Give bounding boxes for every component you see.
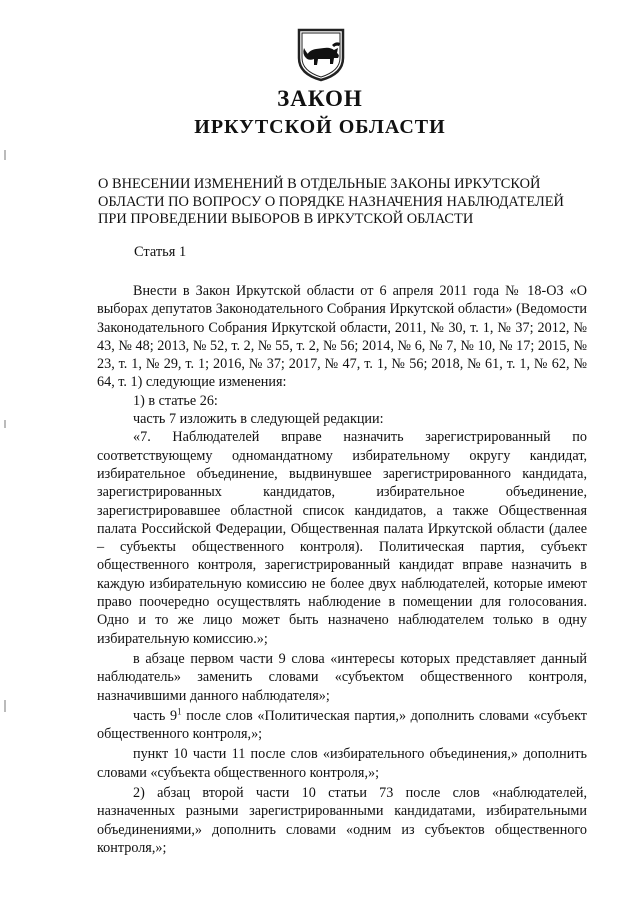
paragraph-part-9: в абзаце первом части 9 слова «интересы которых представляет данный наблюдатель» заменить словами «субъектом общественного контроля, назначившими данного наблюдателя»;	[97, 650, 587, 704]
heading-line: О ВНЕСЕНИИ ИЗМЕНЕНИЙ В ОТДЕЛЬНЫЕ ЗАКОНЫ ИРКУТСКОЙ	[98, 176, 541, 192]
law-body	[97, 282, 587, 857]
part-text: после слов «Политическая партия,» дополнить словами «субъект общественного контроля,»;	[97, 707, 588, 743]
heading-line: ПРИ ПРОВЕДЕНИИ ВЫБОРОВ В ИРКУТСКОЙ ОБЛАСТИ	[98, 211, 474, 227]
paragraph-part-11: пункт 10 части 11 после слов «избирательного объединения,» дополнить словами «субъекта общественного контроля,»;	[97, 746, 587, 781]
paragraph-article-73: 2) абзац второй части 10 статьи 73 после слов «наблюдателей, назначенных разными зарегистрированными кандидатами, избирательными объединениями,» дополнить словами «одним из субъектов общественного контроля,»;	[97, 785, 587, 856]
paragraph-article-26: 1) в статье 26:	[133, 392, 218, 409]
irkutsk-coat-of-arms-icon	[296, 28, 346, 82]
law-heading	[98, 176, 584, 229]
paragraph-part-9-1	[97, 707, 587, 744]
superscript: 1	[177, 706, 182, 717]
part-label: часть 9	[133, 707, 178, 724]
article-number: Статья 1	[134, 244, 187, 260]
law-title: ЗАКОН	[277, 86, 363, 111]
law-region: ИРКУТСКОЙ ОБЛАСТИ	[194, 116, 446, 138]
paragraph-part-7: часть 7 изложить в следующей редакции:	[133, 411, 384, 428]
heading-line: ОБЛАСТИ ПО ВОПРОСУ О ПОРЯДКЕ НАЗНАЧЕНИЯ НАБЛЮДАТЕЛЕЙ	[98, 193, 564, 210]
paragraph-part-7-text: «7. Наблюдателей вправе назначить зарегистрированный по соответствующему одномандатному избирательному округу кандидат, избирательное объединение, выдвинувшее зарегистрированного кандидата, зарегистрированных кандидатов, избирательное объединение, зарегистрировавшее областной список кандидатов, а также Общественная палата Российской Федерации, Общественная палата Иркутской области (далее – субъекты общественного контроля). Политическая партия, субъект общественного контроля, зарегистрированный кандидат вправе назначить в каждую избирательную комиссию не более двух наблюдателей, которые имеют право поочередно осуществлять наблюдение в помещении для голосования. Одно и то же лицо может быть назначено наблюдателем только в одну избирательную комиссию.»;	[97, 429, 587, 647]
binding-margin-mark	[4, 150, 6, 160]
binding-margin-mark	[4, 420, 6, 428]
binding-margin-mark	[4, 700, 6, 712]
paragraph-amendment-intro: Внести в Закон Иркутской области от 6 апреля 2011 года № 18-ОЗ «О выборах депутатов Законодательного Собрания Иркутской области» (Ведомости Законодательного Собрания Иркутской области, 2011, № 30, т. 1, № 37; 2012, № 43, № 48; 2013, № 52, т. 2, № 55, т. 2, № 56; 2014, № 6, № 7, № 10, № 17; 2015, № 23, т. 1, № 29, т. 1; 2016, № 37; 2017, № 47, т. 1, № 56; 2018, № 61, т. 1, № 62, № 64, т. 1) следующие изменения:	[97, 283, 587, 391]
